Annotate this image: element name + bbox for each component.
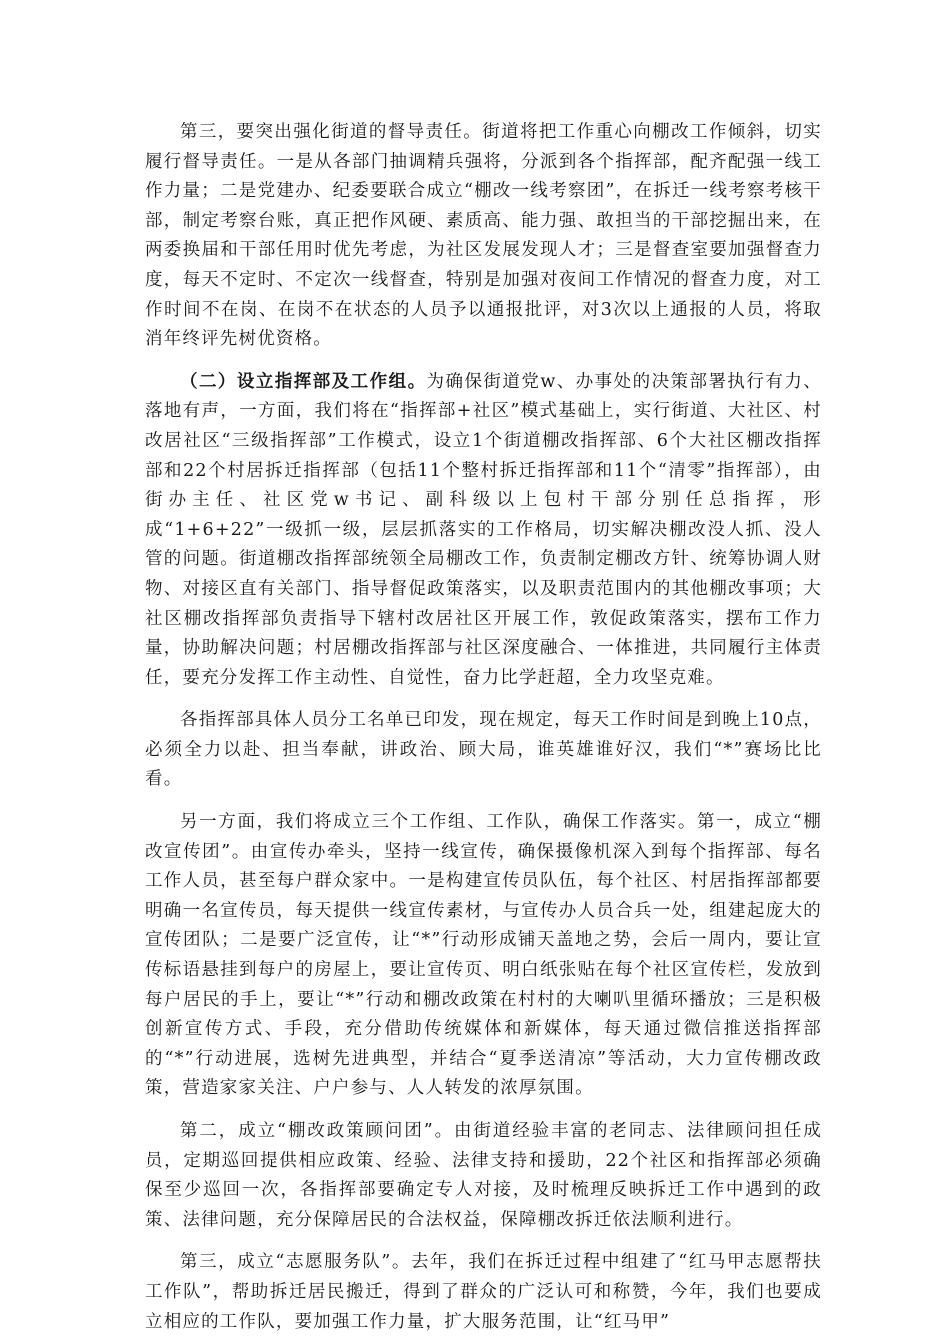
paragraph-4-text: 另一方面，我们将成立三个工作组、工作队，确保工作落实。第一，成立“棚改宣传团”。由宣传办牵头，坚持一线宣传，确保摄像机深入到每个指挥部、每名工作人员，甚至每户群众家中。一是构建宣传员队伍，每个社区、村居指挥部都要明确一名宣传员，每天提供一线宣传素材，与宣传办人员合兵一处，组建起庞大的宣传团队；二是要广泛宣传，让“*”行动形成铺天盖地之势，会后一周内，要让宣传标语悬挂到每户的房屋上，要让宣传页、明白纸张贴在每个社区宣传栏，发放到每户居民的手上，要让“*”行动和棚改政策在村村的大喇叭里循环播放；三是积极创新宣传方式、手段，充分借助传统媒体和新媒体，每天通过微信推送指挥部的“*”行动进展，选树先进典型，并结合“夏季送清凉”等活动，大力宣传棚改政策，营造家家关注、户户参与、人人转发的浓厚氛围。 bbox=[145, 812, 822, 1099]
paragraph-4 bbox=[145, 808, 822, 1104]
paragraph-6 bbox=[145, 1248, 822, 1337]
paragraph-3 bbox=[145, 706, 822, 795]
paragraph-6-text: 第三，成立“志愿服务队”。去年，我们在拆迁过程中组建了“红马甲志愿帮扶工作队”，帮助拆迁居民搬迁，得到了群众的广泛认可和称赞，今年，我们也要成立相应的工作队，要加强工作力量，扩大服务范围，让“红马甲” bbox=[145, 1252, 822, 1332]
paragraph-5-text: 第二，成立“棚改政策顾问团”。由街道经验丰富的老同志、法律顾问担任成员，定期巡回提供相应政策、经验、法律支持和援助，22个社区和指挥部必须确保至少巡回一次，各指挥部要确定专人对接，及时梳理反映拆迁工作中遇到的政策、法律问题，充分保障居民的合法权益，保障棚改拆迁依法顺利进行。 bbox=[145, 1121, 822, 1230]
paragraph-5 bbox=[145, 1117, 822, 1235]
paragraph-1 bbox=[145, 118, 822, 355]
paragraph-1-text: 第三，要突出强化街道的督导责任。街道将把工作重心向棚改工作倾斜，切实履行督导责任。一是从各部门抽调精兵强将，分派到各个指挥部，配齐配强一线工作力量；二是党建办、纪委要联合成立“棚改一线考察团”，在拆迁一线考察考核干部，制定考察台账，真正把作风硬、素质高、能力强、敢担当的干部挖掘出来，在两委换届和干部任用时优先考虑，为社区发展发现人才；三是督查室要加强督查力度，每天不定时、不定次一线督查，特别是加强对夜间工作情况的督查力度，对工作时间不在岗、在岗不在状态的人员予以通报批评，对3次以上通报的人员，将取消年终评先树优资格。 bbox=[145, 122, 822, 350]
section-heading: （二）设立指挥部及工作组。 bbox=[180, 371, 427, 392]
paragraph-2 bbox=[145, 368, 822, 694]
paragraph-2-text: 为确保街道党w、办事处的决策部署执行有力、落地有声，一方面，我们将在“指挥部+社区”模式基础上，实行街道、大社区、村改居社区“三级指挥部”工作模式，设立1个街道棚改指挥部、6个大社区棚改指挥部和22个村居拆迁指挥部（包括11个整村拆迁指挥部和11个“清零”指挥部），由街办主任、社区党w书记、副科级以上包村干部分别任总指挥，形成“1+6+22”一级抓一级，层层抓落实的工作格局，切实解决棚改没人抓、没人管的问题。街道棚改指挥部统领全局棚改工作，负责制定棚改方针、统筹协调人财物、对接区直有关部门、指导督促政策落实，以及职责范围内的其他棚改事项；大社区棚改指挥部负责指导下辖村改居社区开展工作，敦促政策落实，摆布工作力量，协助解决问题；村居棚改指挥部与社区深度融合、一体推进，共同履行主体责任，要充分发挥工作主动性、自觉性，奋力比学赶超，全力攻坚克难。 bbox=[145, 371, 822, 688]
paragraph-3-text: 各指挥部具体人员分工名单已印发，现在规定，每天工作时间是到晚上10点，必须全力以赴、担当奉献，讲政治、顾大局，谁英雄谁好汉，我们“*”赛场比比看。 bbox=[145, 710, 822, 790]
